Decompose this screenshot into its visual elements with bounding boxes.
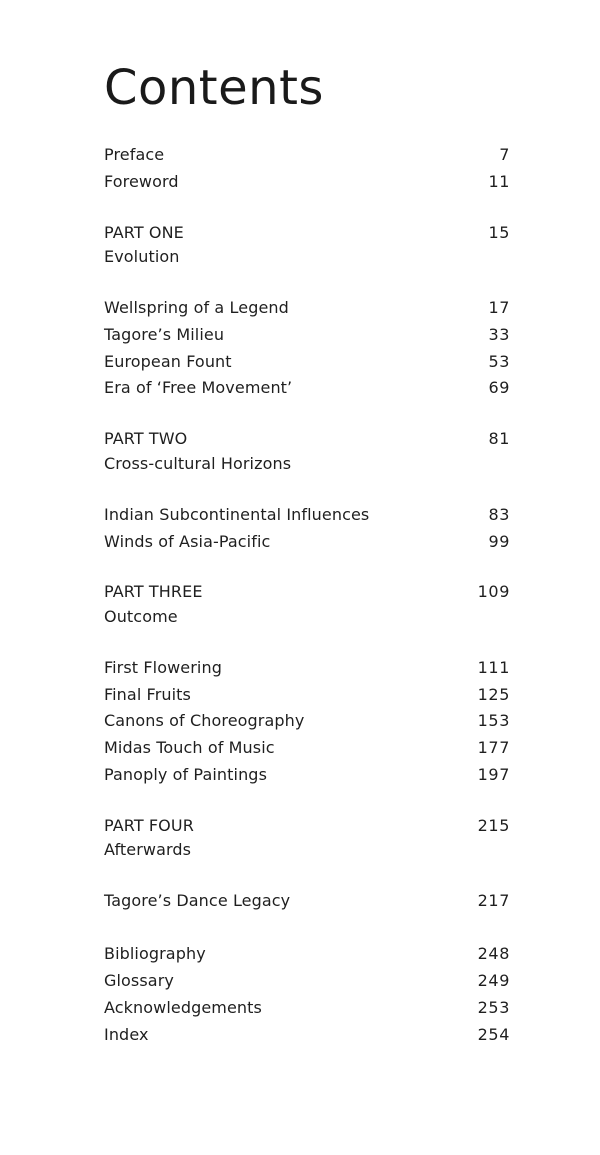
toc-entry-page: 33: [488, 324, 510, 344]
part-subtitle: [104, 604, 510, 629]
toc-entry-page: 197: [477, 765, 510, 785]
toc-entry-page: 125: [477, 684, 510, 704]
table-of-contents: [104, 142, 510, 1074]
toc-entry-page: 69: [488, 378, 510, 398]
toc-entry-page: 217: [477, 891, 510, 911]
toc-entry: [104, 322, 510, 349]
toc-entry-label: Winds of Asia-Pacific: [104, 531, 271, 551]
toc-entry-page: 177: [477, 738, 510, 758]
part-two-chapters: [104, 502, 510, 556]
toc-entry-index: [104, 1022, 510, 1049]
part-heading-label: PART FOUR: [104, 815, 194, 835]
part-heading: [104, 815, 510, 838]
part-heading-label: PART TWO: [104, 429, 188, 449]
toc-entry-page: 111: [477, 657, 510, 677]
toc-entry-label: First Flowering: [104, 657, 222, 677]
toc-entry-label: Wellspring of a Legend: [104, 298, 289, 318]
part-heading-page: 15: [488, 222, 510, 242]
toc-entry-label: Canons of Choreography: [104, 711, 305, 731]
toc-entry-glossary: [104, 968, 510, 995]
page-title: Contents: [104, 60, 324, 116]
part-four-chapters: [104, 888, 510, 915]
part-subtitle-label: Outcome: [104, 606, 178, 626]
part-heading-page: 215: [477, 815, 510, 835]
toc-entry-label: Tagore’s Dance Legacy: [104, 891, 291, 911]
part-subtitle-label: Evolution: [104, 247, 180, 267]
toc-entry: [104, 502, 510, 529]
part-subtitle: [104, 451, 510, 476]
toc-entry-page: 253: [477, 997, 510, 1017]
part-subtitle-label: Afterwards: [104, 840, 192, 860]
toc-entry-page: 11: [488, 171, 510, 191]
toc-entry-page: 83: [488, 504, 510, 524]
toc-entry: [104, 762, 510, 789]
toc-entry-label: Index: [104, 1024, 149, 1044]
toc-entry-label: European Fount: [104, 351, 232, 371]
toc-entry-foreword: [104, 169, 510, 196]
part-one-chapters: [104, 295, 510, 402]
part-two-header: [104, 428, 510, 476]
toc-entry-label: Final Fruits: [104, 684, 191, 704]
toc-entry-label: Midas Touch of Music: [104, 738, 275, 758]
toc-entry: [104, 682, 510, 709]
toc-entry: [104, 888, 510, 915]
part-subtitle-label: Cross-cultural Horizons: [104, 453, 292, 473]
toc-entry-bibliography: [104, 941, 510, 968]
toc-entry: [104, 349, 510, 376]
toc-entry-label: Acknowledgements: [104, 997, 262, 1017]
part-heading-page: 81: [488, 429, 510, 449]
toc-entry: [104, 708, 510, 735]
toc-entry: [104, 529, 510, 556]
toc-entry-page: 17: [488, 298, 510, 318]
part-heading: [104, 428, 510, 451]
toc-entry-label: Preface: [104, 145, 165, 164]
toc-entry-label: Panoply of Paintings: [104, 765, 267, 785]
back-matter-group: [104, 941, 510, 1048]
toc-entry-label: Tagore’s Milieu: [104, 324, 225, 344]
toc-entry-page: 99: [488, 531, 510, 551]
part-subtitle: [104, 837, 510, 862]
toc-entry: [104, 295, 510, 322]
part-heading-label: PART ONE: [104, 222, 184, 242]
toc-entry-page: 7: [499, 145, 510, 164]
toc-entry: [104, 375, 510, 402]
part-four-header: [104, 815, 510, 863]
toc-entry-page: 254: [477, 1024, 510, 1044]
part-heading-page: 109: [477, 582, 510, 602]
part-three-header: [104, 581, 510, 629]
toc-entry-label: Glossary: [104, 970, 174, 990]
part-heading: [104, 222, 510, 245]
toc-entry-label: Foreword: [104, 171, 179, 191]
front-matter-group: [104, 142, 510, 196]
toc-entry: [104, 655, 510, 682]
part-one-header: [104, 222, 510, 270]
toc-entry-preface: [104, 142, 510, 169]
toc-entry-acknowledgements: [104, 995, 510, 1022]
toc-entry: [104, 735, 510, 762]
toc-entry-page: 53: [488, 351, 510, 371]
toc-entry-label: Bibliography: [104, 944, 206, 964]
toc-entry-page: 248: [477, 944, 510, 964]
part-subtitle: [104, 244, 510, 269]
part-heading: [104, 581, 510, 604]
toc-entry-label: Indian Subcontinental Influences: [104, 504, 370, 524]
toc-entry-page: 153: [477, 711, 510, 731]
part-heading-label: PART THREE: [104, 582, 203, 602]
toc-entry-label: Era of ‘Free Movement’: [104, 378, 293, 398]
part-three-chapters: [104, 655, 510, 789]
toc-entry-page: 249: [477, 970, 510, 990]
